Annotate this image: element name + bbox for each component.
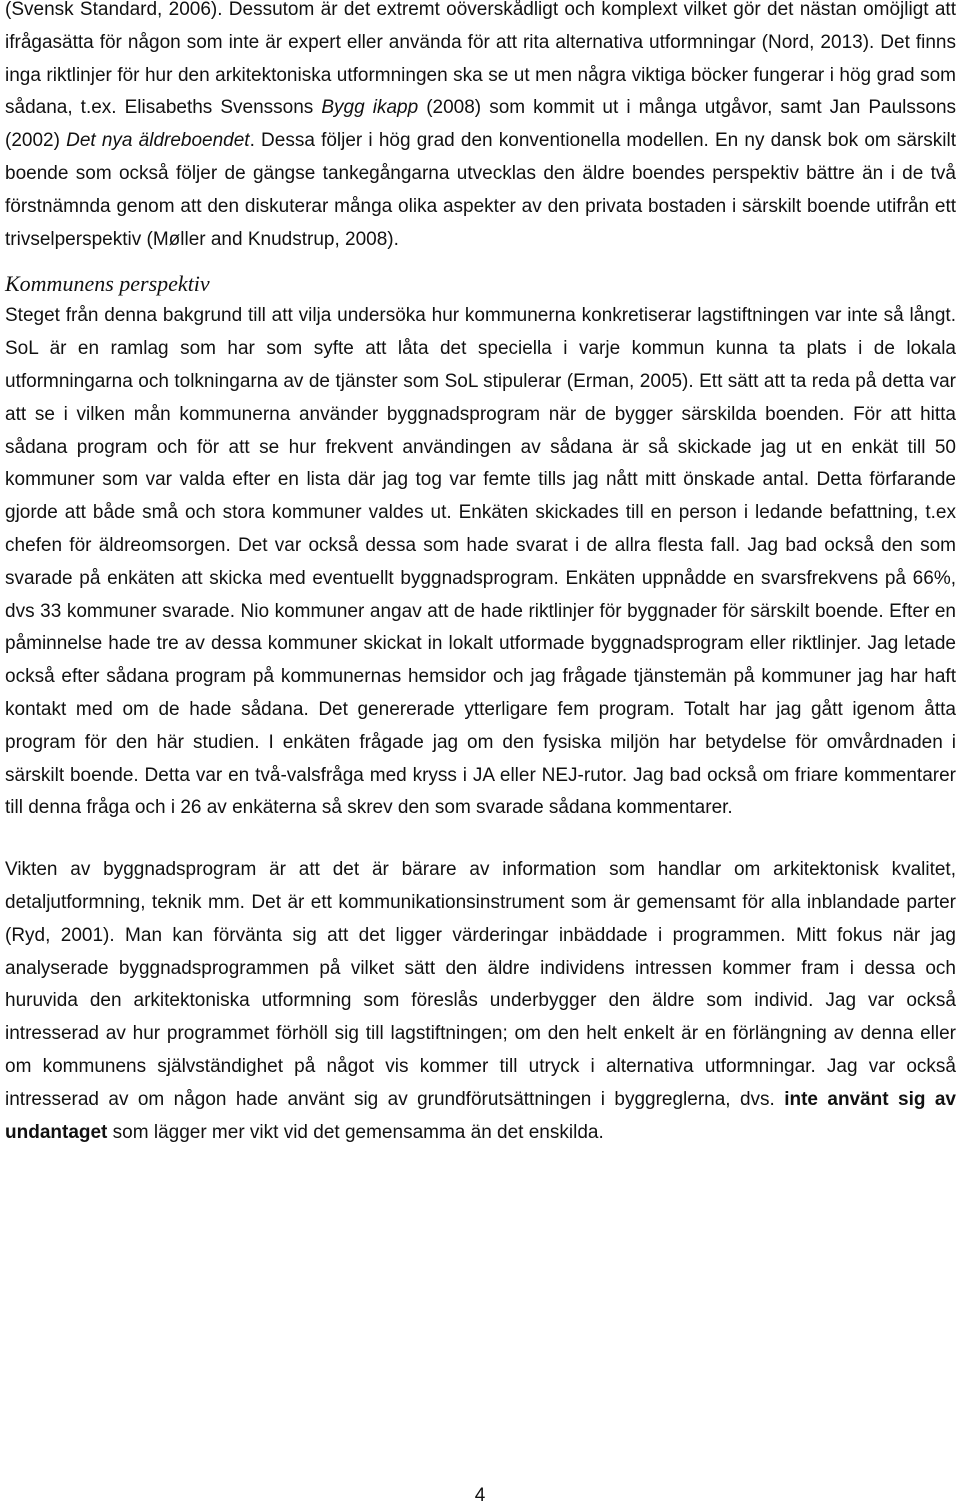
- paragraph-text: Vikten av byggnadsprogram är att det är bärare av information som handlar om arkitektonisk kvalitet, detaljutformning, teknik mm. Det är ett kommunikationsinstrument som är gemensamt för alla inblandade parter (Ryd, 2001). Man kan förvänta sig att det ligger värderingar inbäddade i programmen. Mitt fokus när jag analyserade byggnadsprogrammen på vilket sätt den äldre individens intressen kommer fram i dessa och huruvida den arkitektoniska utformning som föreslås underbygger den äldre som individ. Jag var också intresserad av hur programmet förhöll sig till lagstiftningen; om den helt enkelt är en förlängning av denna eller om kommunens självständighet på något vis kommer till utryck i alternativa utformningar. Jag var också intresserad av om någon hade använt sig av grundförutsättningen i byggreglerna, dvs.: [5, 859, 956, 1110]
- section-heading: Kommunens perspektiv: [5, 271, 210, 297]
- body-paragraph-2: Steget från denna bakgrund till att vilja undersöka hur kommunerna konkretiserar lagstiftningen var inte så långt. SoL är en ramlag som har som syfte att låta det speciella i varje kommun kunna ta plats i de lokala utformningarna och tolkningarna av de tjänster som SoL stipulerar (Erman, 2005). Ett sätt att ta reda på detta var att se i vilken mån kommunerna använder byggnadsprogram när de bygger särskilda boenden. För att hitta sådana program och för att se hur frekvent användingen av sådana är så skickade jag ut en enkät till 50 kommuner som var valda efter en lista där jag tog var femte tills jag nått mitt önskade antal. Detta förfarande gjorde att både små och stora kommuner valdes ut. Enkäten skickades till en person i ledande befattning, t.ex chefen för äldreomsorgen. Det var också dessa som hade svarat i de allra flesta fall. Jag bad också den som svarade på enkäten att skicka med eventuellt byggnadsprogram. Enkäten uppnådde en svarsfrekvens på 66%, dvs 33 kommuner svarade. Nio kommuner angav att de hade riktlinjer för byggnader för särskilt boende. Efter en påminnelse hade tre av dessa kommuner skickat in lokalt utformade byggnadsprogram eller riktlinjer. Jag letade också efter sådana program på kommunernas hemsidor och jag frågade tjänstemän på kommuner jag har haft kontakt med om de hade sådana. Det genererade ytterligare fem program. Totalt har jag gått igenom åtta program för den här studien. I enkäten frågade jag om den fysiska miljön har betydelse för omvårdnaden i särskilt boende. Detta var en två-valsfråga med kryss i JA eller NEJ-rutor. Jag bad också om friare kommentarer till denna fråga och i 26 av enkäterna så skrev den som svarade sådana kommentarer.: [5, 305, 956, 819]
- paragraph-text: (Svensk Standard, 2006). Dessutom är det extremt oöverskådligt och komplext vilket gör det nästan omöjligt att ifrågasätta för någon som inte är expert eller använda för att rita alternativa utformningar (Nord, 2013). Det finns inga riktlinjer för hur den arkitektoniska utformningen ska se ut men några viktiga böcker fungerar i hög grad som sådana, t.ex. Elisabeths Svenssons: [5, 0, 956, 119]
- bold-emphasis: inte använt sig av undantaget: [5, 1088, 956, 1143]
- paragraph-text: . Dessa följer i hög grad den konventionella modellen. En ny dansk bok om särskilt boende som också följer de gängse tankegångarna utvecklas den äldre boendes perspektiv bättre än i de två förstnämnda genom att den diskuterar många olika aspekter av den privata bostaden i särskilt boende utifrån ett trivselperspektiv (Møller and Knudstrup, 2008).: [5, 130, 957, 250]
- body-paragraph-1: [5, 0, 956, 256]
- paragraph-text: som lägger mer vikt vid det gemensamma än det enskilda.: [107, 1121, 604, 1143]
- book-title-bygg-ikapp: Bygg ikapp: [321, 97, 419, 119]
- page-number: 4: [474, 1485, 486, 1506]
- paragraph-text: (2008) som kommit ut i många utgåvor, samt Jan Paulssons (2002): [5, 97, 957, 152]
- body-paragraph-3: [5, 854, 956, 1149]
- book-title-det-nya-aldreboendet: Det nya äldreboendet: [66, 130, 250, 152]
